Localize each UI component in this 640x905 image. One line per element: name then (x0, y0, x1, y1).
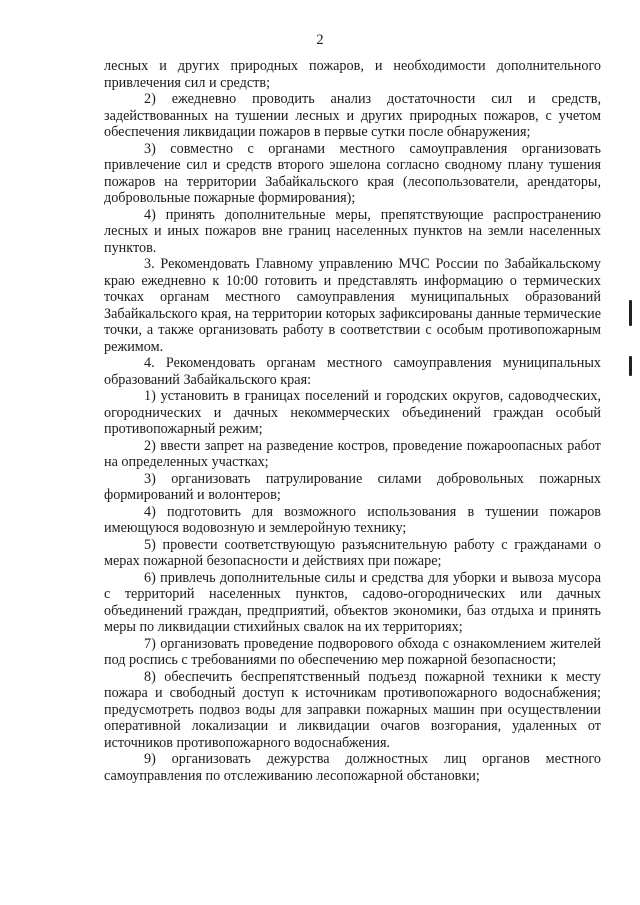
paragraph-subitem-3: 3) организовать патрулирование силами добровольных пожарных формирований и волонтеров; (104, 470, 601, 503)
paragraph-subitem-8: 8) обеспечить беспрепятственный подъезд пожарной техники к месту пожара и свободный доступ к источникам противопожарного водоснабжения; предусмотреть подвоз воды для заправки пожарных машин при осуществлении оперативной локализации и ликвидации очагов возгорания, удаленных от источников противопожарного водоснабжения. (104, 668, 601, 751)
paragraph-item-2: 2) ежедневно проводить анализ достаточности сил и средств, задействованных на тушении лесных и других природных пожаров, с учетом обеспечения ликвидации пожаров в первые сутки после обнаружения; (104, 91, 601, 140)
paragraph-subitem-5: 5) провести соответствующую разъяснительную работу с гражданами о мерах пожарной безопасности и действиях при пожаре; (104, 536, 601, 569)
paragraph-item-3: 3) совместно с органами местного самоуправления организовать привлечение сил и средств второго эшелона согласно сводному плану тушения пожаров на территории Забайкальского края (лесопользователи, арендаторы, добровольные пожарные формирования); (104, 140, 601, 206)
paragraph-section-4: 4. Рекомендовать органам местного самоуправления муниципальных образований Забайкальского края: (104, 355, 601, 388)
paragraph-subitem-2: 2) ввести запрет на разведение костров, проведение пожароопасных работ на определенных участках; (104, 437, 601, 470)
paragraph-subitem-4: 4) подготовить для возможного использования в тушении пожаров имеющуюся водовозную и землеройную технику; (104, 503, 601, 536)
paragraph-subitem-6: 6) привлечь дополнительные силы и средства для уборки и вывоза мусора с территорий населенных пунктов, садово-огороднических или дачных объединений граждан, предприятий, объектов экономики, баз отдыха и принять меры по ликвидации стихийных свалок на их территориях; (104, 569, 601, 635)
paragraph-item-4: 4) принять дополнительные меры, препятствующие распространению лесных и иных пожаров вне границ населенных пунктов на земли населенных пунктов. (104, 206, 601, 256)
page-number: 2 (316, 32, 324, 48)
scan-edge-mark (629, 300, 632, 326)
paragraph-subitem-1: 1) установить в границах поселений и городских округов, садоводческих, огороднических и дачных некоммерческих объединений граждан особый противопожарный режим; (104, 388, 601, 437)
paragraph-continuation: лесных и других природных пожаров, и необходимости дополнительного привлечения сил и средств; (104, 58, 601, 91)
paragraph-subitem-7: 7) организовать проведение подворового обхода с ознакомлением жителей под роспись с требованиями по обеспечению мер пожарной безопасности; (104, 635, 601, 668)
paragraph-subitem-9: 9) организовать дежурства должностных лиц органов местного самоуправления по отслеживанию лесопожарной обстановки; (104, 751, 601, 784)
paragraph-section-3: 3. Рекомендовать Главному управлению МЧС России по Забайкальскому краю ежедневно к 10:00 готовить и представлять информацию о термических точках органам местного самоуправления муниципальных образований Забайкальского края, на территории которых зафиксированы данные термические точки, а также организовать работу в соответствии с особым противопожарным режимом. (104, 256, 601, 355)
scan-edge-mark (629, 356, 632, 376)
document-body (104, 58, 601, 784)
